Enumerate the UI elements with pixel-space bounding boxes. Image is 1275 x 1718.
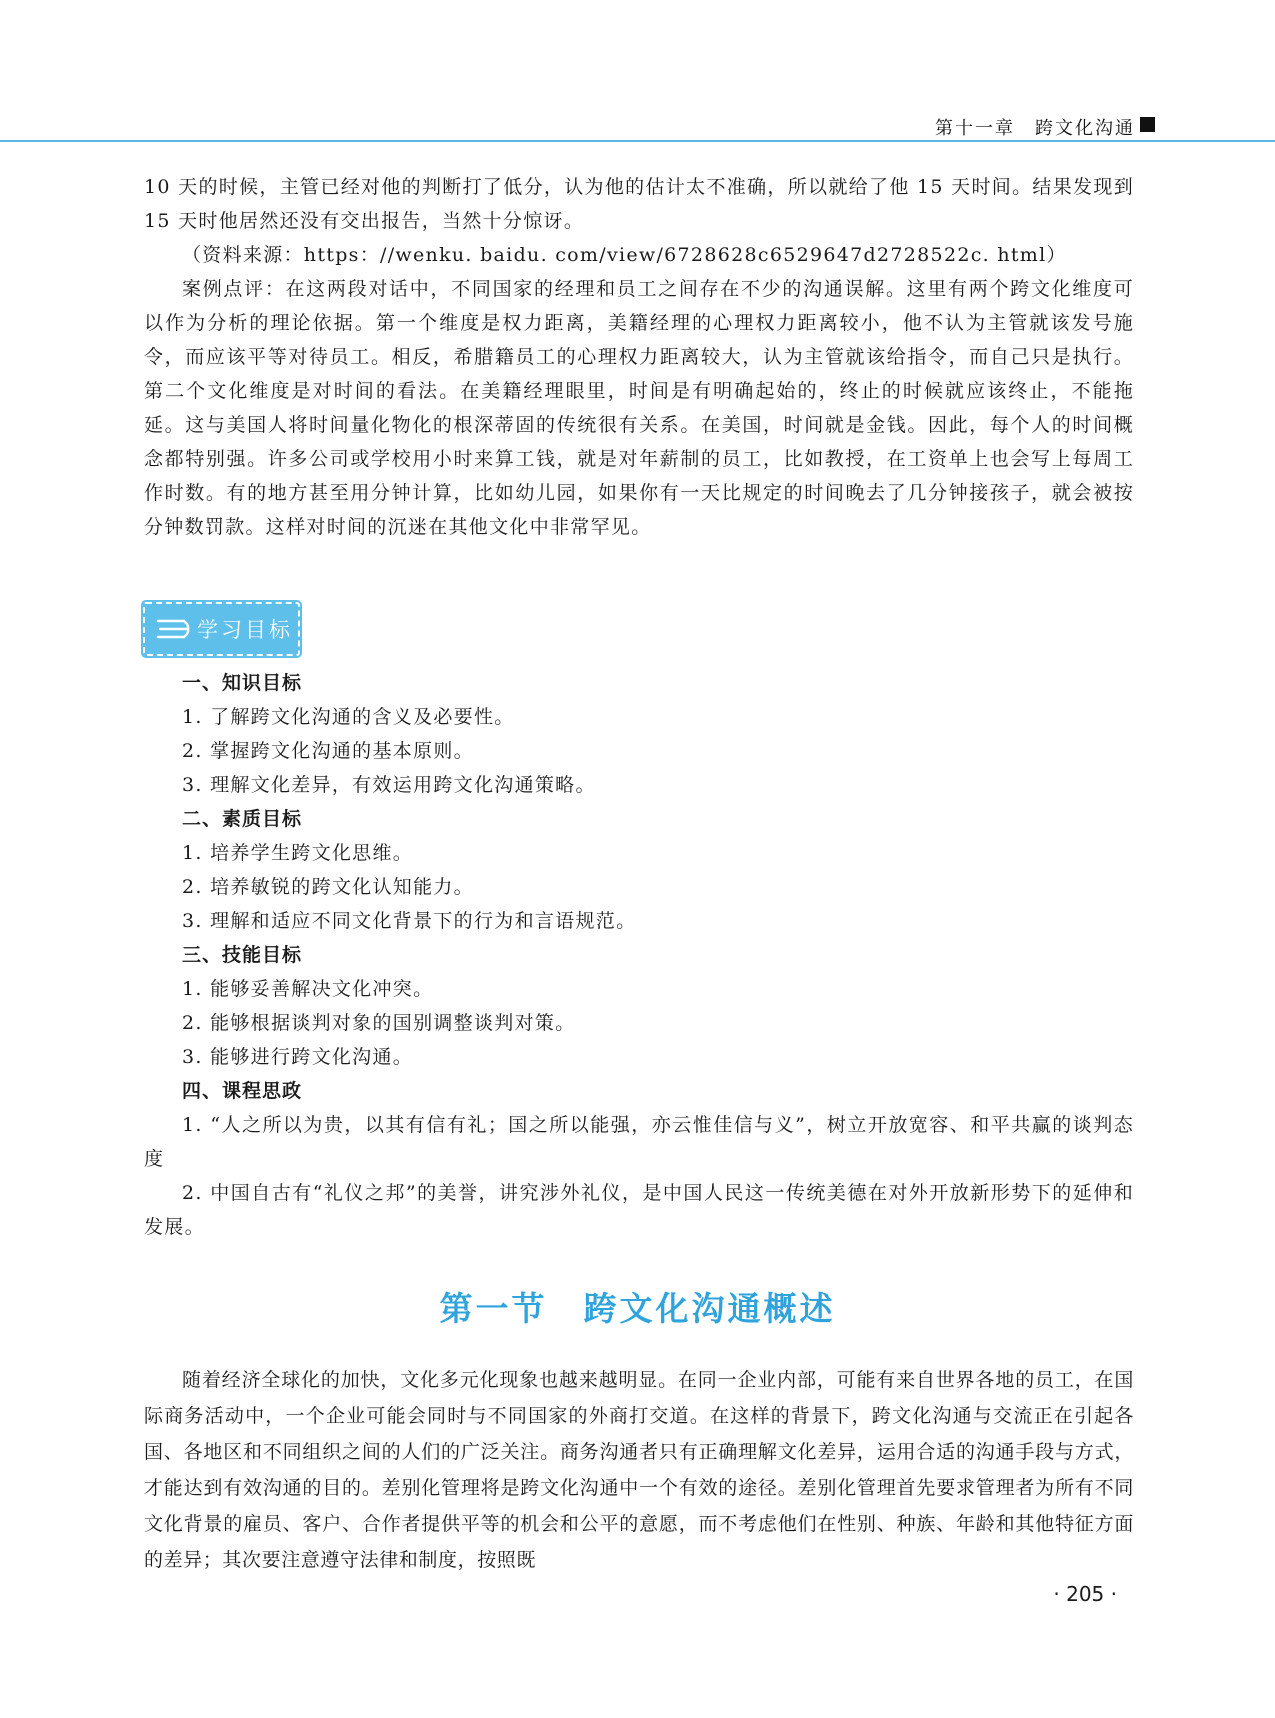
page-header <box>0 0 1275 142</box>
page-number: · 205 · <box>1053 1582 1117 1606</box>
list-item: 2. 能够根据谈判对象的国别调整谈判对策。 <box>182 1012 576 1034</box>
learning-objectives-badge <box>143 602 300 656</box>
list-item: 3. 理解和适应不同文化背景下的行为和言语规范。 <box>182 910 637 932</box>
list-item: 1. “人之所以为贵，以其有信有礼；国之所以能强，亦云惟佳信与义”，树立开放宽容、和平共赢的谈判态度 <box>144 1114 1134 1170</box>
header-square-mark <box>1140 117 1155 132</box>
list-item: 1. 培养学生跨文化思维。 <box>182 842 414 864</box>
case-continuation: 10 天的时候，主管已经对他的判断打了低分，认为他的估计太不准确，所以就给了他 15 天时间。结果发现到 15 天时他居然还没有交出报告，当然十分惊讶。 <box>144 176 1134 232</box>
case-source: （资料来源：https：//wenku. baidu. com/view/6728628c6529647d2728522c. html） <box>182 244 1067 266</box>
header-divider <box>0 140 1275 142</box>
section-paragraph: 随着经济全球化的加快，文化多元化现象也越来越明显。在同一企业内部，可能有来自世界各地的员工，在国际商务活动中，一个企业可能会同时与不同国家的外商打交道。在这样的背景下，跨文化沟通与交流正在引起各国、各地区和不同组织之间的人们的广泛关注。商务沟通者只有正确理解文化差异，运用合适的沟通手段与方式，才能达到有效沟通的目的。差别化管理将是跨文化沟通中一个有效的途径。差别化管理首先要求管理者为所有不同文化背景的雇员、客户、合作者提供平等的机会和公平的意愿，而不考虑他们在性别、种族、年龄和其他特征方面的差异；其次要注意遵守法律和制度，按照既 <box>144 1369 1134 1571</box>
section-title: 第一节 跨文化沟通概述 <box>439 1289 836 1328</box>
badge-label: 学习目标 <box>197 618 293 642</box>
ideology-heading: 四、课程思政 <box>182 1080 303 1102</box>
quality-heading: 二、素质目标 <box>182 808 303 830</box>
learning-objectives <box>144 666 1134 1244</box>
list-item: 3. 能够进行跨文化沟通。 <box>182 1046 414 1068</box>
knowledge-heading: 一、知识目标 <box>182 672 303 694</box>
list-item: 2. 培养敏锐的跨文化认知能力。 <box>182 876 474 898</box>
skills-heading: 三、技能目标 <box>182 944 303 966</box>
list-item: 1. 了解跨文化沟通的含义及必要性。 <box>182 706 515 728</box>
section-body <box>144 1362 1134 1578</box>
chapter-title: 第十一章 跨文化沟通 <box>935 118 1135 139</box>
case-comment: 案例点评：在这两段对话中，不同国家的经理和员工之间存在不少的沟通误解。这里有两个跨文化维度可以作为分析的理论依据。第一个维度是权力距离，美籍经理的心理权力距离较小，他不认为主管就该发号施令，而应该平等对待员工。相反，希腊籍员工的心理权力距离较大，认为主管就该给指令，而自己只是执行。第二个文化维度是对时间的看法。在美籍经理眼里，时间是有明确起始的，终止的时候就应该终止，不能拖延。这与美国人将时间量化物化的根深蒂固的传统很有关系。在美国，时间就是金钱。因此，每个人的时间概念都特别强。许多公司或学校用小时来算工钱，就是对年薪制的员工，比如教授，在工资单上也会写上每周工作时数。有的地方甚至用分钟计算，比如幼儿园，如果你有一天比规定的时间晚去了几分钟接孩子，就会被按分钟数罚款。这样对时间的沉迷在其他文化中非常罕见。 <box>144 278 1134 538</box>
list-item: 2. 中国自古有“礼仪之邦”的美誉，讲究涉外礼仪，是中国人民这一传统美德在对外开放新形势下的延伸和发展。 <box>144 1182 1134 1238</box>
book-stack-icon <box>154 614 194 644</box>
list-item: 1. 能够妥善解决文化冲突。 <box>182 978 434 1000</box>
list-item: 2. 掌握跨文化沟通的基本原则。 <box>182 740 474 762</box>
case-study-block <box>144 170 1134 544</box>
list-item: 3. 理解文化差异，有效运用跨文化沟通策略。 <box>182 774 596 796</box>
